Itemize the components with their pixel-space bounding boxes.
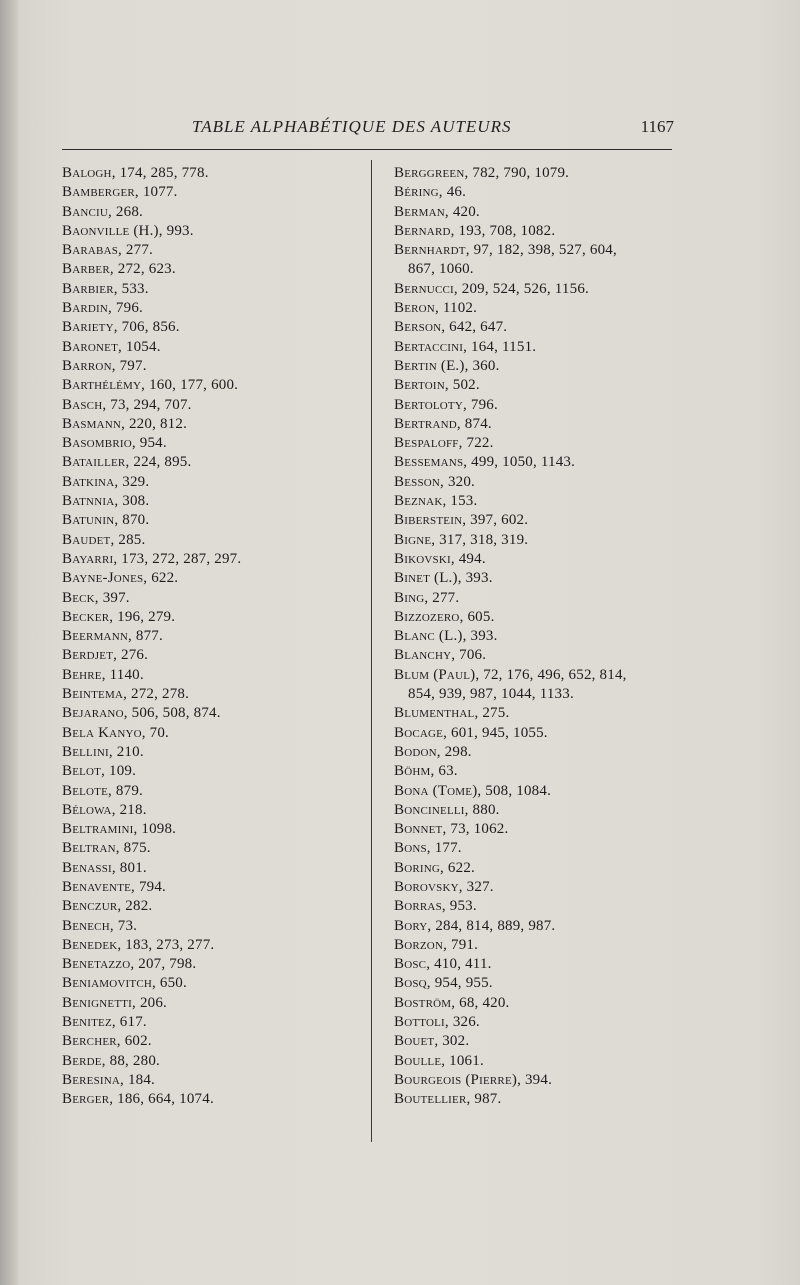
index-entry: Beltran, 875. (62, 840, 151, 857)
index-entry: Beresina, 184. (62, 1071, 155, 1088)
index-entry: Basombrio, 954. (62, 435, 167, 452)
index-entry: Bardin, 796. (62, 300, 143, 317)
index-entry: Bouet, 302. (394, 1033, 470, 1050)
index-entry: Bing, 277. (394, 589, 460, 606)
index-entry: Beron, 1102. (394, 300, 478, 317)
index-entry: Banciu, 268. (62, 203, 143, 220)
index-entry: Bona (Tome), 508, 1084. (394, 782, 552, 799)
index-entry: Barron, 797. (62, 357, 147, 374)
index-entry: Bosq, 954, 955. (394, 975, 493, 992)
index-entry: Becker, 196, 279. (62, 608, 176, 625)
column-divider (371, 160, 372, 1142)
index-entry: Basmann, 220, 812. (62, 415, 188, 432)
index-entry: Bottoli, 326. (394, 1014, 480, 1031)
index-entry: Boring, 622. (394, 859, 475, 876)
index-entry: Benetazzo, 207, 798. (62, 956, 197, 973)
index-entry: Baudet, 285. (62, 531, 146, 548)
index-entry: Bertoloty, 796. (394, 396, 498, 413)
index-entry: Bertrand, 874. (394, 415, 492, 432)
index-entry: Berson, 642, 647. (394, 319, 508, 336)
index-entry: Balogh, 174, 285, 778. (62, 165, 209, 181)
index-entry: Bertin (E.), 360. (394, 357, 500, 374)
index-entry: Bernard, 193, 708, 1082. (394, 222, 556, 239)
index-entry: Borovsky, 327. (394, 878, 494, 895)
index-entry: Borzon, 791. (394, 936, 479, 953)
index-entry: Berdjet, 276. (62, 647, 149, 664)
index-entry: Baonville (H.), 993. (62, 222, 194, 239)
index-entry: Boström, 68, 420. (394, 994, 510, 1011)
index-entry: Basch, 73, 294, 707. (62, 396, 192, 413)
index-entry: Boncinelli, 880. (394, 801, 500, 818)
index-entry: Boutellier, 987. (394, 1091, 502, 1108)
index-entry: Bejarano, 506, 508, 874. (62, 705, 221, 722)
index-entry: Bikovski, 494. (394, 550, 486, 567)
index-entry: Batailler, 224, 895. (62, 454, 192, 471)
index-entry: Batunin, 870. (62, 512, 150, 529)
index-entry: Belote, 879. (62, 782, 143, 799)
index-column-left (62, 164, 362, 1110)
index-entry: Bessemans, 499, 1050, 1143. (394, 454, 576, 471)
index-entry: Barbier, 533. (62, 280, 149, 297)
index-entry: Bonnet, 73, 1062. (394, 821, 509, 838)
index-entry: Bons, 177. (394, 840, 462, 857)
index-entry: Beck, 397. (62, 589, 130, 606)
index-entry: Belot, 109. (62, 763, 137, 780)
index-entry: Blanc (L.), 393. (394, 628, 498, 645)
index-entry: Bocage, 601, 945, 1055. (394, 724, 548, 741)
index-entry-continuation: 854, 939, 987, 1044, 1133. (408, 686, 574, 703)
index-entry: Berger, 186, 664, 1074. (62, 1091, 214, 1108)
index-entry: Besson, 320. (394, 473, 475, 490)
index-entry: Barabas, 277. (62, 242, 153, 259)
index-entry: Bela Kanyo, 70. (62, 724, 169, 741)
index-entry: Benignetti, 206. (62, 994, 167, 1011)
index-entry: Boulle, 1061. (394, 1052, 484, 1069)
index-entry: Benassi, 801. (62, 859, 147, 876)
index-entry: Bosc, 410, 411. (394, 956, 492, 973)
index-entry: Bigne, 317, 318, 319. (394, 531, 529, 548)
index-entry: Bariety, 706, 856. (62, 319, 180, 336)
index-entry: Benedek, 183, 273, 277. (62, 936, 215, 953)
index-entry: Bernucci, 209, 524, 526, 1156. (394, 280, 589, 297)
index-entry: Bellini, 210. (62, 743, 144, 760)
index-entry: Beermann, 877. (62, 628, 163, 645)
index-entry: Bizzozero, 605. (394, 608, 495, 625)
index-entry: Bayne-Jones, 622. (62, 570, 179, 587)
index-entry: Barber, 272, 623. (62, 261, 176, 278)
index-entry: Bespaloff, 722. (394, 435, 494, 452)
index-entry: Binet (L.), 393. (394, 570, 493, 587)
index-entry: Behre, 1140. (62, 666, 144, 683)
index-entry: Bamberger, 1077. (62, 184, 178, 201)
index-entry: Blum (Paul), 72, 176, 496, 652, 814, (394, 666, 627, 683)
index-entry: Bernhardt, 97, 182, 398, 527, 604, (394, 242, 617, 259)
index-entry: Borras, 953. (394, 898, 477, 915)
index-entry: Bodon, 298. (394, 743, 472, 760)
index-entry: Beznak, 153. (394, 493, 478, 510)
running-header (64, 114, 674, 140)
index-entry: Benczur, 282. (62, 898, 153, 915)
index-entry: Beniamovitch, 650. (62, 975, 187, 992)
index-entry: Batkina, 329. (62, 473, 150, 490)
page-number: 1167 (640, 117, 674, 136)
index-entry: Bertaccini, 164, 1151. (394, 338, 537, 355)
index-entry: Berde, 88, 280. (62, 1052, 160, 1069)
index-entry: Benitez, 617. (62, 1014, 147, 1031)
index-entry: Biberstein, 397, 602. (394, 512, 529, 529)
header-title: TABLE ALPHABÉTIQUE DES AUTEURS (192, 117, 512, 136)
index-entry: Bory, 284, 814, 889, 987. (394, 917, 556, 934)
index-entry: Baronet, 1054. (62, 338, 161, 355)
index-entry: Berman, 420. (394, 203, 480, 220)
index-entry: Batnnia, 308. (62, 493, 150, 510)
index-entry: Bertoin, 502. (394, 377, 480, 394)
page-edge-shadow (760, 0, 800, 1285)
index-entry: Böhm, 63. (394, 763, 458, 780)
index-entry: Bercher, 602. (62, 1033, 152, 1050)
page-spine-shadow (0, 0, 18, 1285)
index-entry: Béring, 46. (394, 184, 467, 201)
index-entry: Benech, 73. (62, 917, 138, 934)
index-entry-continuation: 867, 1060. (408, 261, 474, 278)
index-entry: Berggreen, 782, 790, 1079. (394, 165, 570, 181)
index-entry: Blanchy, 706. (394, 647, 487, 664)
index-entry: Barthélémy, 160, 177, 600. (62, 377, 239, 394)
index-entry: Blumenthal, 275. (394, 705, 510, 722)
index-entry: Bélowa, 218. (62, 801, 147, 818)
index-entry: Bayarri, 173, 272, 287, 297. (62, 550, 242, 567)
index-entry: Benavente, 794. (62, 878, 166, 895)
header-rule (62, 149, 672, 150)
index-entry: Bourgeois (Pierre), 394. (394, 1071, 553, 1088)
index-column-right (394, 164, 694, 1110)
index-entry: Beltramini, 1098. (62, 821, 177, 838)
index-entry: Beintema, 272, 278. (62, 686, 190, 703)
